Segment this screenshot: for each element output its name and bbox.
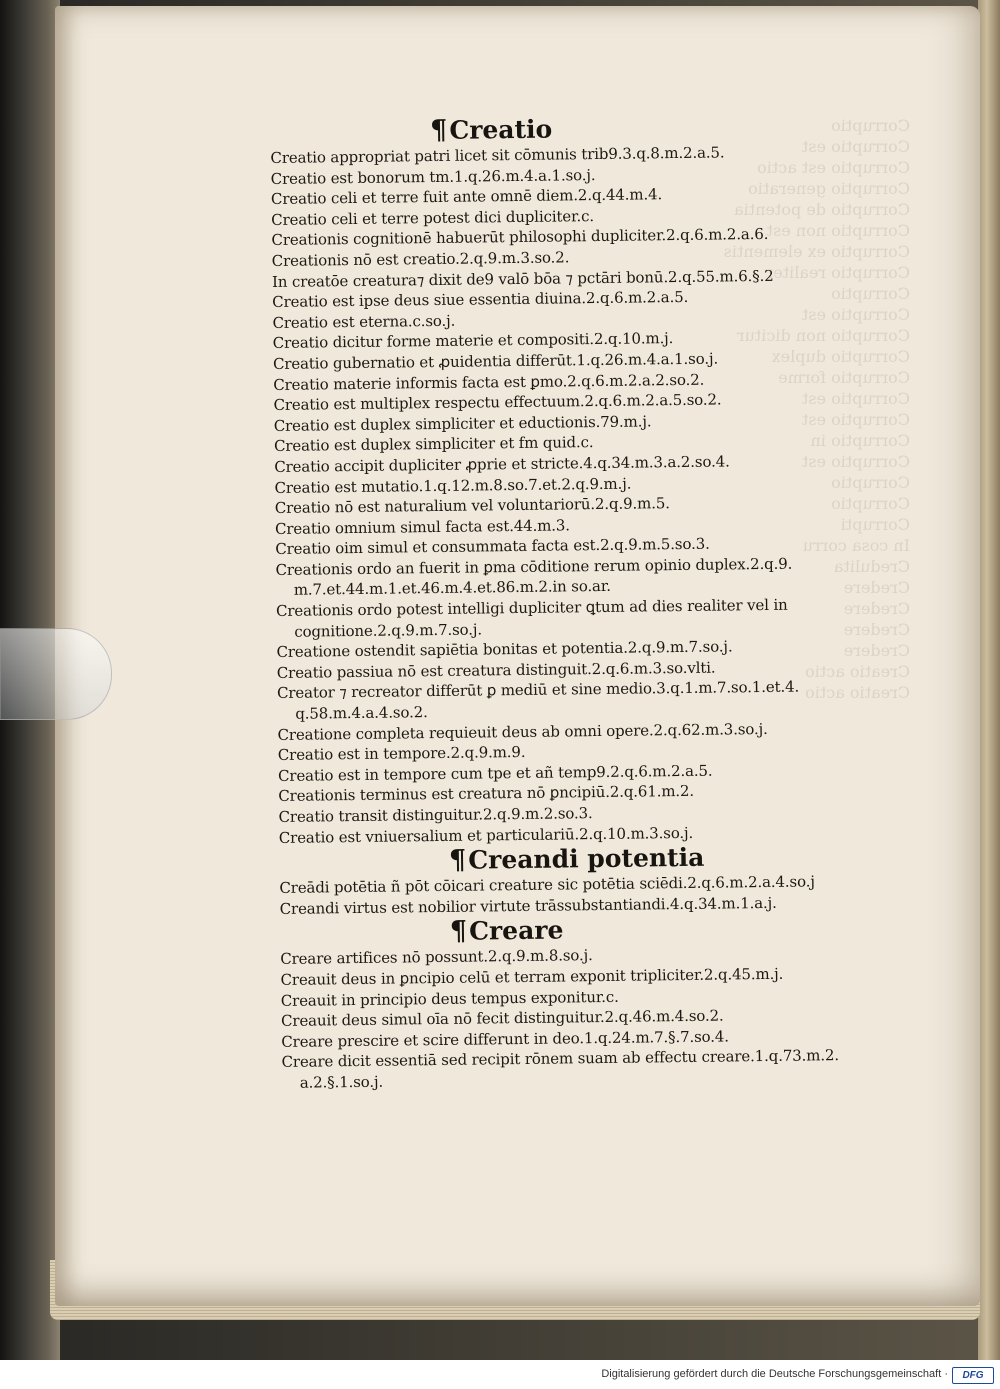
show-through-line: Credulita [833,557,910,576]
pilcrow-icon: ¶ [448,844,467,877]
index-entry-line: Creationis cognitionē habuerūt philosophi dupliciter.2.q.6.m.2.a.6. [271,225,769,250]
index-entry-line: Creatione completa requieuit deus ab omni opere.2.q.62.m.3.so.j. [277,719,768,744]
show-through-line: Corruptio [831,116,910,135]
index-entry-line: Creare prescire et scire differunt in deo.1.q.24.m.7.§.7.so.4. [281,1027,729,1051]
show-through-line: Corruptio duplex [771,347,910,366]
show-through-line: Corruptio est [801,137,910,156]
show-through-line: Corruptio de potentia [734,200,910,219]
index-entry-line: cognitione.2.q.9.m.7.so.j. [294,620,483,641]
index-entry-line: Creatio omnium simul facta est.44.m.3. [274,516,570,538]
index-entry-line: Creatio nō est naturalium vel voluntariorū.2.q.9.m.5. [274,494,670,518]
show-through-line: Credere [843,641,910,660]
index-entry-line: Creatione ostendit sapiētia bonitas et potentia.2.q.9.m.7.so.j. [276,637,733,662]
show-through-line: Corruptio [831,494,910,513]
section-heading-label: Creare [468,915,564,947]
show-through-line: Corruptio est [801,389,910,408]
show-through-line: Corruptio non est [766,221,910,240]
index-entry-line: Creator ⁊ recreator differūt ꝑ mediū et sine medio.3.q.1.m.7.so.1.et.4. [276,678,800,703]
index-entry-line: Creatio appropriat patri licet sit cōmunis trib9.3.q.8.m.2.a.5. [270,143,725,167]
page-holder-clip [0,628,112,720]
index-entry-line: Creatio est ipse deus siue essentia diuina.2.q.6.m.2.a.5. [272,288,689,312]
index-entry-line: Creatio celi et terre fuit ante omnē diem.2.q.44.m.4. [270,185,663,209]
index-entry-line: Creauit deus in ꝑncipio celū et terram exponit tripliciter.2.q.45.m.j. [280,964,784,989]
index-entry-line: m.7.et.44.m.1.et.46.m.4.et.86.m.2.in so.ar. [293,577,611,600]
index-entry-line: Creatio est duplex simpliciter et fm quid.c. [273,433,594,456]
show-through-line: Credere [843,620,910,639]
show-through-line: Corruptio in [810,431,910,450]
footer-bar [0,1360,1000,1389]
index-entry-line: Creatio est in tempore cum tpe et añ temp9.2.q.6.m.2.a.5. [277,761,713,785]
funding-notice: Digitalisierung gefördert durch die Deutsche Forschungsgemeinschaft · [601,1368,948,1380]
show-through-line: Corruptio [831,284,910,303]
show-through-line: Corruptio forme [778,368,910,387]
index-entry-line: Creatio est mutatio.1.q.12.m.8.so.7.et.2.q.9.m.j. [274,474,632,497]
show-through-line: Corruptio [831,473,910,492]
index-entry-line: Creare artifices nō possunt.2.q.9.m.8.so.j. [280,946,593,969]
index-entry-line: Creationis terminus est creatura nō ꝑncipiū.2.q.61.m.2. [278,782,695,806]
show-through-line: Corruptio ex elementis [723,242,910,261]
show-through-line: In cosa corru [802,536,910,555]
index-entry-line: Creatio est bonorum tm.1.q.26.m.4.a.1.so.j. [270,165,596,188]
index-entry-line: Creatio oim simul et consummata facta est.2.q.9.m.5.so.3. [275,534,710,559]
index-entry-line: Creatio est duplex simpliciter et eductionis.79.m.j. [273,412,652,435]
page-fore-edge [978,0,1000,1360]
index-entry-line: Creatio passiua nō est creatura distinguit.2.q.6.m.3.so.vlti. [276,658,716,682]
index-entry-line: Creatio dicitur forme materie et compositi.2.q.10.m.j. [272,329,674,353]
show-through-line: Creatio actio [805,662,910,681]
show-through-line: Corruptio est [801,452,910,471]
index-entry-line: Creauit deus simul oīa nō fecit distinguitur.2.q.46.m.4.so.2. [280,1006,724,1031]
index-entry-line: Creationis nō est creatio.2.q.9.m.3.so.2. [271,248,570,270]
show-through-line: Corruptio realiter [765,263,910,282]
index-entry-line: Creationis ordo potest intelligi dupliciter ꝗtum ad dies realiter vel in [275,595,788,621]
index-text-block [270,110,922,1093]
index-entry-line: a.2.§.1.so.j. [299,1072,384,1092]
index-entry-line: Creatio celi et terre potest dici dupliciter.c. [271,206,595,229]
index-entry-line: Creatio accipit dupliciter ꝓprie et stricte.4.q.34.m.3.a.2.so.4. [274,452,730,476]
index-entry-line: In creatōe creatura⁊ dixit de9 valō bōa ⁊ pctāri bonū.2.q.55.m.6.§.2 [271,266,774,291]
index-entry-line: Creauit in principio deus tempus exponitur.c. [280,987,619,1010]
show-through-line: Corruptio est actio [757,158,910,177]
show-through-line: Credere [843,599,910,618]
index-entry-line: Creādi potētia ñ pōt cōicari creature sic potētia sciēdi.2.q.6.m.2.a.4.so.j [279,872,815,898]
dfg-logo: DFG [952,1367,994,1384]
index-entry-line: Creatio est vniuersalium et particulariū.2.q.10.m.3.so.j. [278,823,694,847]
index-entry-line: Creatio transit distinguitur.2.q.9.m.2.so.3. [278,804,593,826]
pilcrow-icon: ¶ [429,114,448,147]
show-through-line: Corruptio generatio [748,179,910,198]
index-entry-line: q.58.m.4.a.4.so.2. [295,703,428,723]
index-entry-line: Creatio est in tempore.2.q.9.m.9. [277,743,526,765]
section-heading-label: Creatio [449,114,553,145]
pilcrow-icon: ¶ [449,916,468,948]
index-entry-line: Creatio est multiplex respectu effectuum.2.q.6.m.2.a.5.so.2. [273,390,722,415]
show-through-line: Corruptio non dicitur [736,326,910,345]
show-through-line: Corrupti [840,515,910,534]
index-entry-line: Creationis ordo an fuerit in ꝑma cōditione rerum opinio duplex.2.q.9. [275,554,793,579]
index-entry-line: Creandi virtus est nobilior virtute trāssubstantiandi.4.q.34.m.1.a.j. [279,893,777,918]
index-entry-line: Creare dicit essentiā sed recipit rōnem suam ab effectu creare.1.q.73.m.2. [281,1046,840,1072]
show-through-line: Corruptio est [801,410,910,429]
show-through-line: Creatio actio [805,683,910,702]
index-entry-line: Creatio est eterna.c.so.j. [272,311,456,332]
section-heading-label: Creandi potentia [468,842,705,875]
index-entry-line: Creatio gubernatio et ꝓuidentia differūt.1.q.26.m.4.a.1.so.j. [272,349,719,373]
index-entry-line: Creatio materie informis facta est ꝑmo.2.q.6.m.2.a.2.so.2. [273,370,705,394]
show-through-line: Corruptio est [801,305,910,324]
show-through-line: Credere [843,578,910,597]
